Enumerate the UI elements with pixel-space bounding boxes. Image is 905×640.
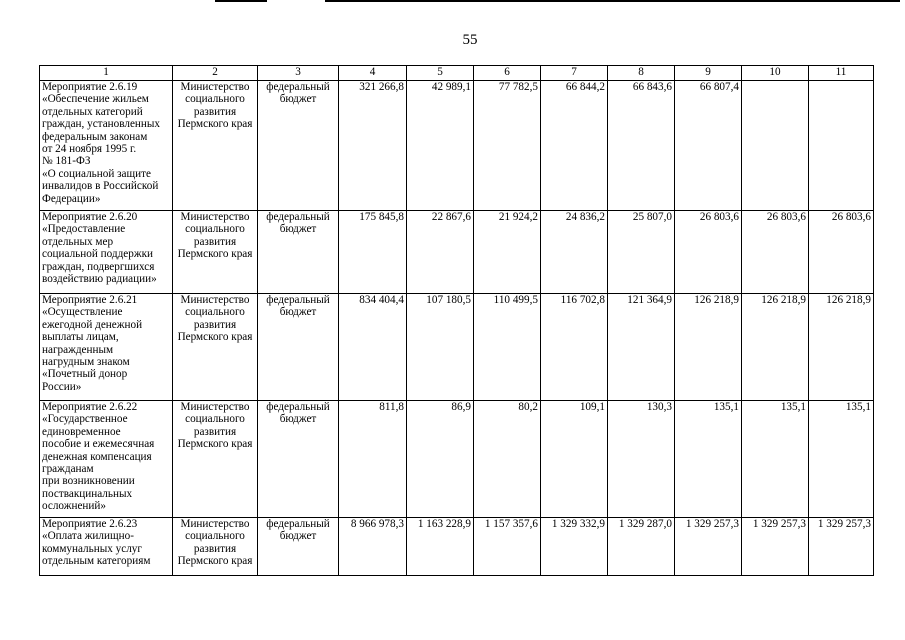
amount-cell — [809, 81, 874, 211]
amount-cell: 121 364,9 — [608, 294, 675, 401]
amount-cell: 1 329 332,9 — [541, 518, 608, 576]
amount-cell: 126 218,9 — [675, 294, 742, 401]
executor-cell: Министерство социального развития Пермского края — [173, 518, 258, 576]
amount-cell: 66 807,4 — [675, 81, 742, 211]
amount-cell: 107 180,5 — [407, 294, 474, 401]
page-number: 55 — [462, 32, 478, 48]
column-header: 6 — [474, 66, 541, 81]
amount-cell: 135,1 — [742, 401, 809, 518]
column-header: 3 — [258, 66, 339, 81]
amount-cell: 1 329 257,3 — [742, 518, 809, 576]
amount-cell: 1 163 228,9 — [407, 518, 474, 576]
amount-cell: 130,3 — [608, 401, 675, 518]
column-header: 11 — [809, 66, 874, 81]
program-measures-table — [39, 65, 874, 576]
executor-cell: Министерство социального развития Пермского края — [173, 294, 258, 401]
amount-cell: 21 924,2 — [474, 211, 541, 294]
table-row — [40, 211, 874, 294]
amount-cell: 42 989,1 — [407, 81, 474, 211]
amount-cell: 66 843,6 — [608, 81, 675, 211]
amount-cell: 175 845,8 — [339, 211, 407, 294]
amount-cell: 1 157 357,6 — [474, 518, 541, 576]
column-header: 10 — [742, 66, 809, 81]
table-row — [40, 294, 874, 401]
funding-source-cell: федеральный бюджет — [258, 294, 339, 401]
measure-name-cell: Мероприятие 2.6.21 «Осуществление ежегодной денежной выплаты лицам, награжденным нагрудным знаком «Почетный донор России» — [40, 294, 173, 401]
executor-cell: Министерство социального развития Пермского края — [173, 401, 258, 518]
amount-cell: 1 329 257,3 — [675, 518, 742, 576]
table-row — [40, 401, 874, 518]
amount-cell: 1 329 257,3 — [809, 518, 874, 576]
amount-cell — [742, 81, 809, 211]
column-header: 9 — [675, 66, 742, 81]
amount-cell: 80,2 — [474, 401, 541, 518]
amount-cell: 26 803,6 — [675, 211, 742, 294]
funding-source-cell: федеральный бюджет — [258, 211, 339, 294]
amount-cell: 77 782,5 — [474, 81, 541, 211]
executor-cell: Министерство социального развития Пермского края — [173, 81, 258, 211]
amount-cell: 66 844,2 — [541, 81, 608, 211]
amount-cell: 22 867,6 — [407, 211, 474, 294]
column-header: 8 — [608, 66, 675, 81]
funding-source-cell: федеральный бюджет — [258, 401, 339, 518]
column-header: 1 — [40, 66, 173, 81]
amount-cell: 26 803,6 — [809, 211, 874, 294]
column-number-row — [40, 66, 874, 81]
column-header: 4 — [339, 66, 407, 81]
amount-cell: 110 499,5 — [474, 294, 541, 401]
amount-cell: 126 218,9 — [809, 294, 874, 401]
measure-name-cell: Мероприятие 2.6.22 «Государственное единовременное пособие и ежемесячная денежная компенсация гражданам при возникновении поствакцинальных осложнений» — [40, 401, 173, 518]
amount-cell: 25 807,0 — [608, 211, 675, 294]
amount-cell: 135,1 — [809, 401, 874, 518]
amount-cell: 116 702,8 — [541, 294, 608, 401]
executor-cell: Министерство социального развития Пермского края — [173, 211, 258, 294]
table-row — [40, 81, 874, 211]
table-row — [40, 518, 874, 576]
amount-cell: 1 329 287,0 — [608, 518, 675, 576]
column-header: 7 — [541, 66, 608, 81]
measure-name-cell: Мероприятие 2.6.20 «Предоставление отдельных мер социальной поддержки граждан, подвергшихся воздействию радиации» — [40, 211, 173, 294]
amount-cell: 135,1 — [675, 401, 742, 518]
column-header: 5 — [407, 66, 474, 81]
amount-cell: 321 266,8 — [339, 81, 407, 211]
funding-source-cell: федеральный бюджет — [258, 81, 339, 211]
amount-cell: 109,1 — [541, 401, 608, 518]
amount-cell: 126 218,9 — [742, 294, 809, 401]
top-rule-left — [215, 0, 267, 2]
amount-cell: 811,8 — [339, 401, 407, 518]
top-rule-right — [325, 0, 900, 2]
measure-name-cell: Мероприятие 2.6.23 «Оплата жилищно- коммунальных услуг отдельным категориям — [40, 518, 173, 576]
amount-cell: 834 404,4 — [339, 294, 407, 401]
column-header: 2 — [173, 66, 258, 81]
measure-name-cell: Мероприятие 2.6.19 «Обеспечение жильем отдельных категорий граждан, установленных федеральным законам от 24 ноября 1995 г. № 181-ФЗ «О социальной защите инвалидов в Российской Федерации» — [40, 81, 173, 211]
amount-cell: 8 966 978,3 — [339, 518, 407, 576]
amount-cell: 86,9 — [407, 401, 474, 518]
amount-cell: 24 836,2 — [541, 211, 608, 294]
funding-source-cell: федеральный бюджет — [258, 518, 339, 576]
amount-cell: 26 803,6 — [742, 211, 809, 294]
